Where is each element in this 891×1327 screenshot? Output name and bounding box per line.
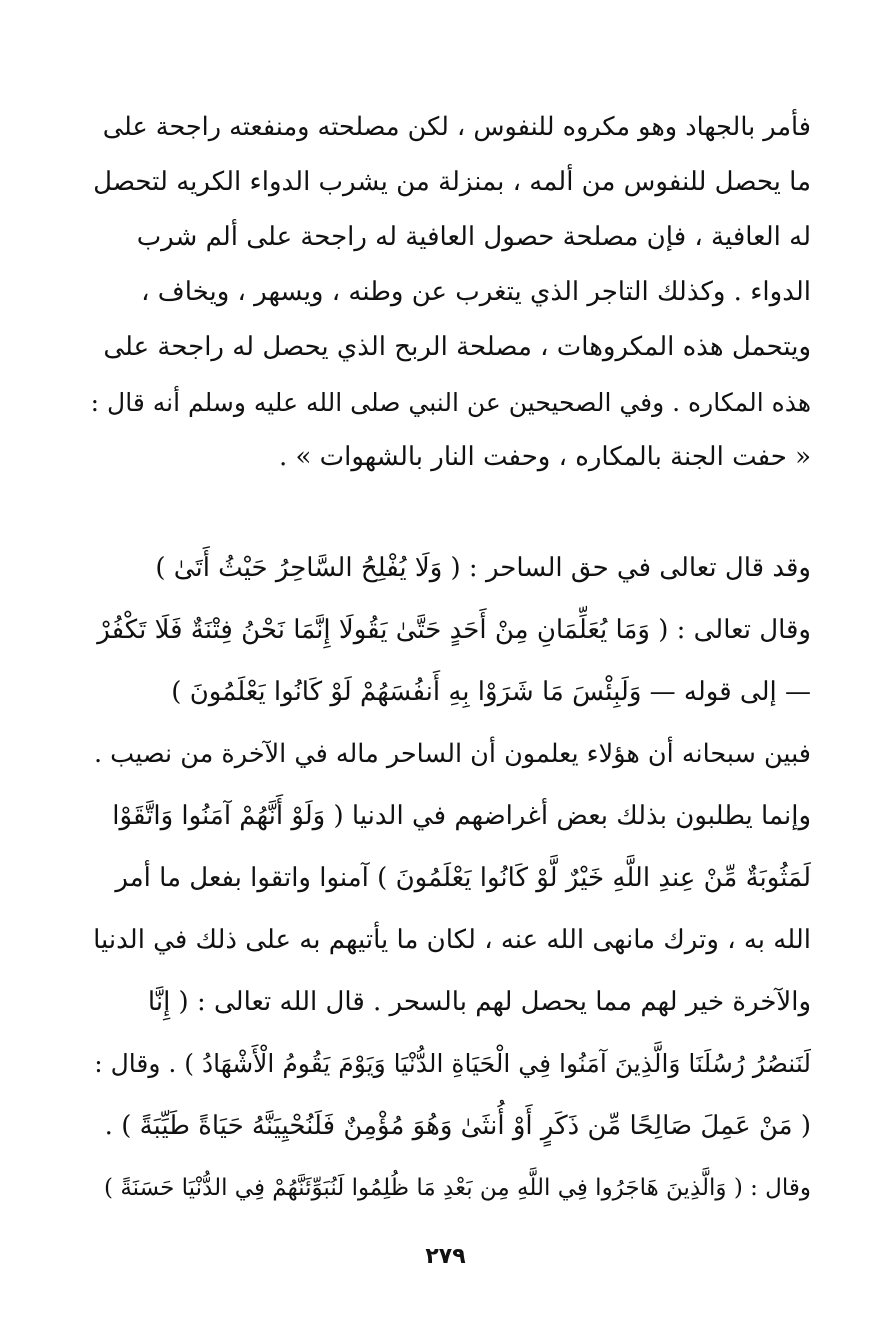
text-line: فأمر بالجهاد وهو مكروه للنفوس ، لكن مصلحته ومنفعته راجحة على (102, 112, 811, 142)
text-line: الله به ، وترك مانهى الله عنه ، لكان ما يأتيهم به على ذلك في الدنيا (93, 925, 811, 955)
text-line: فبين سبحانه أن هؤلاء يعلمون أن الساحر ماله في الآخرة من نصيب . (93, 739, 811, 769)
text-line: ( مَنْ عَمِلَ صَالِحًا مِّن ذَكَرٍ أَوْ أُنثَىٰ وَهُوَ مُؤْمِنٌ فَلَنُحْيِيَنَّهُ حَيَاةً طَيِّبَةً ) . (104, 1111, 811, 1141)
paragraph-sorcerer (90, 537, 811, 1219)
text-line: « حفت الجنة بالمكاره ، وحفت النار بالشهوات » . (278, 442, 811, 472)
text-line: وقال : ( وَالَّذِينَ هَاجَرُوا فِي اللَّهِ مِن بَعْدِ مَا ظُلِمُوا لَنُبَوِّئَنَّهُمْ فِي الدُّنْيَا حَسَنَةً ) (104, 1175, 811, 1201)
text-line: هذه المكاره . وفي الصحيحين عن النبي صلى الله عليه وسلم أنه قال : (90, 388, 811, 417)
text-line: لَنَنصُرُ رُسُلَنَا وَالَّذِينَ آمَنُوا فِي الْحَيَاةِ الدُّنْيَا وَيَوْمَ يَقُومُ الْأَشْهَادُ ) . وقال : (94, 1049, 811, 1078)
text-line: ويتحمل هذه المكروهات ، مصلحة الربح الذي يحصل له راجحة على (103, 332, 811, 362)
text-line: والآخرة خير لهم مما يحصل لهم بالسحر . قال الله تعالى : ( إِنَّا (147, 987, 811, 1017)
text-line: وقال تعالى : ( وَمَا يُعَلِّمَانِ مِنْ أَحَدٍ حَتَّىٰ يَقُولَا إِنَّمَا نَحْنُ فِتْنَةٌ فَلَا تَكْفُرْ (97, 615, 811, 645)
text-line: وقد قال تعالى في حق الساحر : ( وَلَا يُفْلِحُ السَّاحِرُ حَيْثُ أَتَىٰ ) (155, 553, 811, 583)
text-line: لَمَثُوبَةٌ مِّنْ عِندِ اللَّهِ خَيْرٌ لَّوْ كَانُوا يَعْلَمُونَ ) آمنوا واتقوا بفعل ما أمر (115, 863, 811, 893)
text-line: — إلى قوله — وَلَبِئْسَ مَا شَرَوْا بِهِ أَنفُسَهُمْ لَوْ كَانُوا يَعْلَمُونَ ) (171, 677, 811, 707)
text-line: ما يحصل للنفوس من ألمه ، بمنزلة من يشرب الدواء الكريه لتحصل (93, 167, 811, 197)
text-line: وإنما يطلبون بذلك بعض أغراضهم في الدنيا ( وَلَوْ أَنَّهُمْ آمَنُوا وَاتَّقَوْا (112, 801, 811, 831)
text-line: الدواء . وكذلك التاجر الذي يتغرب عن وطنه ، ويسهر ، ويخاف ، (141, 277, 811, 307)
page-number: ٢٧٩ (425, 1244, 466, 1269)
paragraph-jihad (90, 100, 811, 485)
text-line: له العافية ، فإن مصلحة حصول العافية له راجحة على ألم شرب (136, 222, 811, 252)
